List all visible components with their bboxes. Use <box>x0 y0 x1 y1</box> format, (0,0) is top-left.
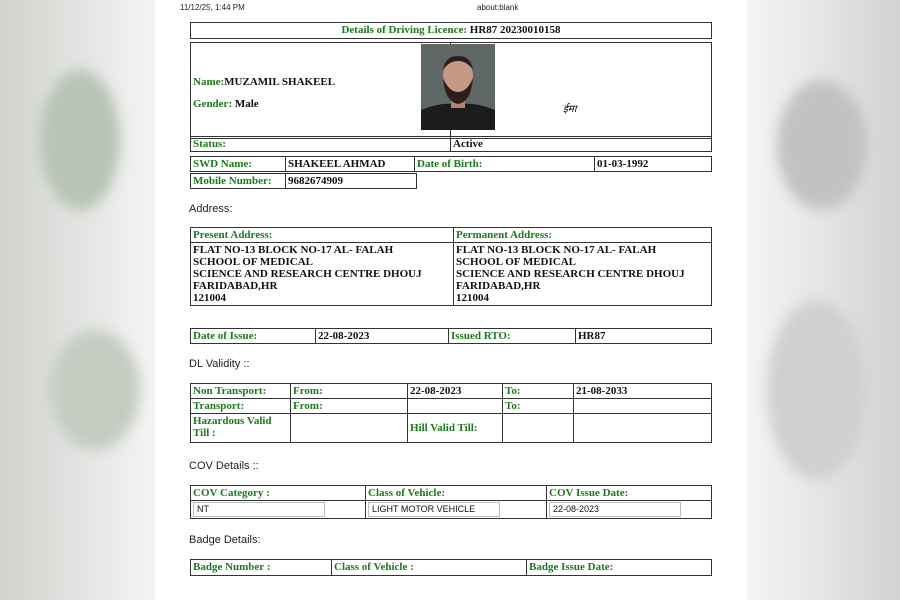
badge-table <box>190 559 712 576</box>
blur-shape <box>40 70 120 210</box>
mobile-label: Mobile Number: <box>191 174 286 189</box>
status-label: Status: <box>191 137 451 152</box>
gender-label: Gender: <box>193 98 233 110</box>
cov-category-label: COV Category : <box>191 486 366 501</box>
cov-category-field: NT <box>193 502 325 517</box>
class-of-vehicle-field: LIGHT MOTOR VEHICLE <box>368 502 500 517</box>
present-address-label: Present Address: <box>191 228 454 243</box>
blurred-background-right <box>747 0 900 600</box>
print-url: about:blank <box>477 3 519 12</box>
blurred-background-left <box>0 0 155 600</box>
address-line: 121004 <box>193 292 226 304</box>
hazardous-label: Hazardous Valid Till : <box>191 414 291 443</box>
badge-class-label: Class of Vehicle : <box>332 560 527 576</box>
licence-number: HR87 20230010158 <box>469 24 561 36</box>
document-page <box>155 0 747 600</box>
nt-to-label: To: <box>503 384 574 399</box>
badge-section-title: Badge Details: <box>189 534 261 546</box>
non-transport-label: Non Transport: <box>191 384 291 399</box>
address-line: FARIDABAD,HR <box>193 280 278 292</box>
present-address <box>191 243 454 306</box>
licence-title <box>191 23 712 39</box>
title-prefix: Details of Driving Licence: <box>341 24 468 36</box>
cov-table <box>190 485 712 519</box>
validity-table <box>190 383 712 443</box>
hill-label: Hill Valid Till: <box>408 414 503 443</box>
address-line: SCHOOL OF MEDICAL <box>456 256 576 268</box>
permanent-address-label: Permanent Address: <box>454 228 712 243</box>
t-to-label: To: <box>503 399 574 414</box>
swd-label: SWD Name: <box>191 157 286 172</box>
class-of-vehicle-label: Class of Vehicle: <box>366 486 547 501</box>
cov-issue-date-label: COV Issue Date: <box>547 486 712 501</box>
address-line: SCHOOL OF MEDICAL <box>193 256 313 268</box>
mobile-value: 9682674909 <box>286 174 417 189</box>
address-line: 121004 <box>456 292 489 304</box>
badge-issue-date-label: Badge Issue Date: <box>527 560 712 576</box>
hill-value <box>503 414 574 443</box>
swd-table <box>190 156 712 172</box>
badge-number-label: Badge Number : <box>191 560 332 576</box>
validity-section-title: DL Validity :: <box>189 358 250 370</box>
nt-from-value: 22-08-2023 <box>408 384 503 399</box>
swd-value: SHAKEEL AHMAD <box>286 157 415 172</box>
class-of-vehicle-cell <box>366 501 547 519</box>
name-label: Name: <box>193 76 225 88</box>
cov-issue-date-cell <box>547 501 712 519</box>
signature: ईमा <box>563 104 577 115</box>
status-value: Active <box>451 137 712 152</box>
blur-shape <box>767 300 867 480</box>
address-line: FLAT NO-13 BLOCK NO-17 AL- FALAH <box>456 244 657 256</box>
mobile-table <box>190 173 417 189</box>
address-line: FLAT NO-13 BLOCK NO-17 AL- FALAH <box>193 244 394 256</box>
transport-label: Transport: <box>191 399 291 414</box>
nt-to-value: 21-08-2033 <box>574 384 712 399</box>
dob-label: Date of Birth: <box>415 157 595 172</box>
cov-issue-date-field: 22-08-2023 <box>549 502 681 517</box>
holder-photo <box>421 44 495 130</box>
blur-shape <box>777 80 867 210</box>
title-table <box>190 22 712 39</box>
blur-shape <box>50 330 140 450</box>
status-table <box>190 136 712 152</box>
cov-section-title: COV Details :: <box>189 460 259 472</box>
cov-category-cell <box>191 501 366 519</box>
permanent-address <box>454 243 712 306</box>
issued-rto-value: HR87 <box>576 329 712 344</box>
t-from-label: From: <box>291 399 408 414</box>
address-line: FARIDABAD,HR <box>456 280 541 292</box>
dob-value: 01-03-1992 <box>595 157 712 172</box>
hazardous-value <box>291 414 408 443</box>
issue-date-value: 22-08-2023 <box>316 329 449 344</box>
person-info-cell <box>191 43 451 139</box>
address-line: SCIENCE AND RESEARCH CENTRE DHOUJ <box>456 268 685 280</box>
address-line: SCIENCE AND RESEARCH CENTRE DHOUJ <box>193 268 422 280</box>
issue-date-label: Date of Issue: <box>191 329 316 344</box>
nt-from-label: From: <box>291 384 408 399</box>
address-section-title: Address: <box>189 203 233 215</box>
t-from-value <box>408 399 503 414</box>
t-to-value <box>574 399 712 414</box>
holder-gender: Male <box>234 98 259 110</box>
issued-rto-label: Issued RTO: <box>449 329 576 344</box>
empty-cell <box>574 414 712 443</box>
holder-name: MUZAMIL SHAKEEL <box>224 76 336 88</box>
address-table <box>190 227 712 306</box>
issue-table <box>190 328 712 344</box>
print-datetime: 11/12/25, 1:44 PM <box>180 3 245 12</box>
